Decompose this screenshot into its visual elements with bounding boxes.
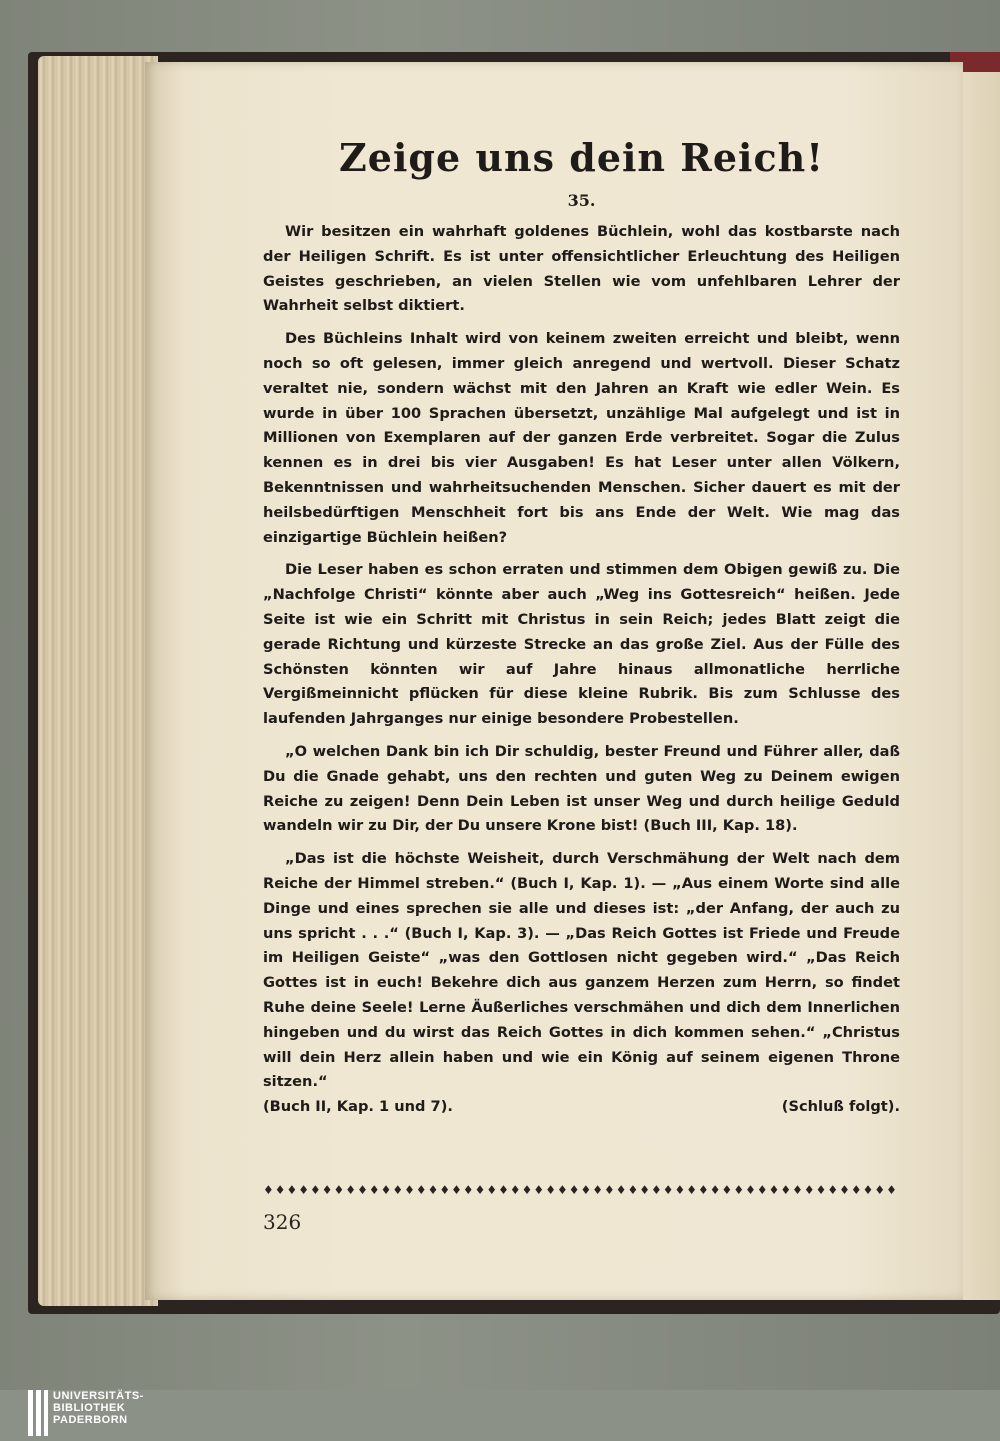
library-logo-icon [28,1390,48,1436]
paragraph-4: „O welchen Dank bin ich Dir schuldig, bester Freund und Führer aller, daß Du die Gnade gehabt, uns den rechten und guten Weg zu Deinem ewigen Reiche zu zeigen! Denn Dein Leben ist unser Weg und durch heilige Geduld wandeln wir zu Dir, der Du unsere Krone bist! (Buch III, Kap. 18). [263,742,900,835]
page-content [263,128,900,1120]
closing-line [263,1095,900,1120]
library-line-3: PADERBORN [53,1414,128,1426]
continuation-note: (Schluß folgt). [781,1098,900,1116]
page-number: 326 [263,1210,302,1234]
paragraph-3: Die Leser haben es schon erraten und stimmen dem Obigen gewiß zu. Die „Nachfolge Christi“ könnte aber auch „Weg ins Gottesreich“ heißen. Jede Seite ist wie ein Schritt mit Christus in sein Reich; jedes Blatt zeigt die gerade Richtung und kürzeste Strecke an das große Ziel. Aus der Fülle des Schönsten könnten wir auf Jahre hinaus allmonatliche herrliche Vergißmeinnicht pflücken für diese kleine Rubrik. Bis zum Schlusse des laufenden Jahrganges nur einige besondere Probestellen. [263,561,900,728]
section-number: 35. [567,191,596,210]
paragraph-5: „Das ist die höchste Weisheit, durch Verschmähung der Welt nach dem Reiche der Himmel streben.“ (Buch I, Kap. 1). — „Aus einem Worte sind alle Dinge und eines sprechen sie alle und dieses ist: „der Anfang, der auch zu uns spricht . . .“ (Buch I, Kap. 3). — „Das Reich Gottes ist Friede und Freude im Heiligen Geiste“ „was den Gottlosen nicht gegeben wird.“ „Das Reich Gottes ist in euch! Bekehre dich aus ganzem Herzen zum Herrn, so findet Ruhe deine Seele! Lerne Äußerliches verschmähen und dich dem Innerlichen hingeben und du wirst das Reich Gottes in dich kommen sehen.“ „Christus will dein Herz allein haben und wie ein König auf seinem eigenen Throne sitzen.“ [263,850,900,1091]
ornament-divider: ♦♦♦♦♦♦♦♦♦♦♦♦♦♦♦♦♦♦♦♦♦♦♦♦♦♦♦♦♦♦♦♦♦♦♦♦♦♦♦♦♦♦♦♦♦♦♦♦♦♦♦♦♦♦ [263,1183,898,1197]
page-stack [38,56,158,1306]
library-name [53,1390,144,1426]
page-title: Zeige uns dein Reich! [339,135,824,180]
paragraph-2: Des Büchleins Inhalt wird von keinem zweiten erreicht und bleibt, wenn noch so oft gelesen, immer gleich anregend und wertvoll. Dieser Schatz veraltet nie, sondern wächst mit den Jahren an Kraft wie edler Wein. Es wurde in über 100 Sprachen übersetzt, unzählige Mal aufgelegt und ist in Millionen von Exemplaren auf der ganzen Erde verbreitet. Sogar die Zulus kennen es in drei bis vier Ausgaben! Es hat Leser unter allen Völkern, Bekenntnissen und wahrheitsuchenden Menschen. Sicher dauert es mit der heilsbedürftigen Menschheit fort bis ans Ende der Welt. Wie mag das einzigartige Büchlein heißen? [263,330,900,546]
library-line-2: BIBLIOTHEK [53,1402,126,1414]
footer-bar [0,1390,1000,1441]
source-reference: (Buch II, Kap. 1 und 7). [263,1098,453,1116]
facing-page-edge [962,72,1000,1300]
paragraph-1: Wir besitzen ein wahrhaft goldenes Büchlein, wohl das kostbarste nach der Heiligen Schrift. Es ist unter offensichtlicher Erleuchtung des Heiligen Geistes geschrieben, an vielen Stellen wie vom unfehlbaren Lehrer der Wahrheit selbst diktiert. [263,223,900,315]
library-line-1: UNIVERSITÄTS- [53,1390,144,1402]
